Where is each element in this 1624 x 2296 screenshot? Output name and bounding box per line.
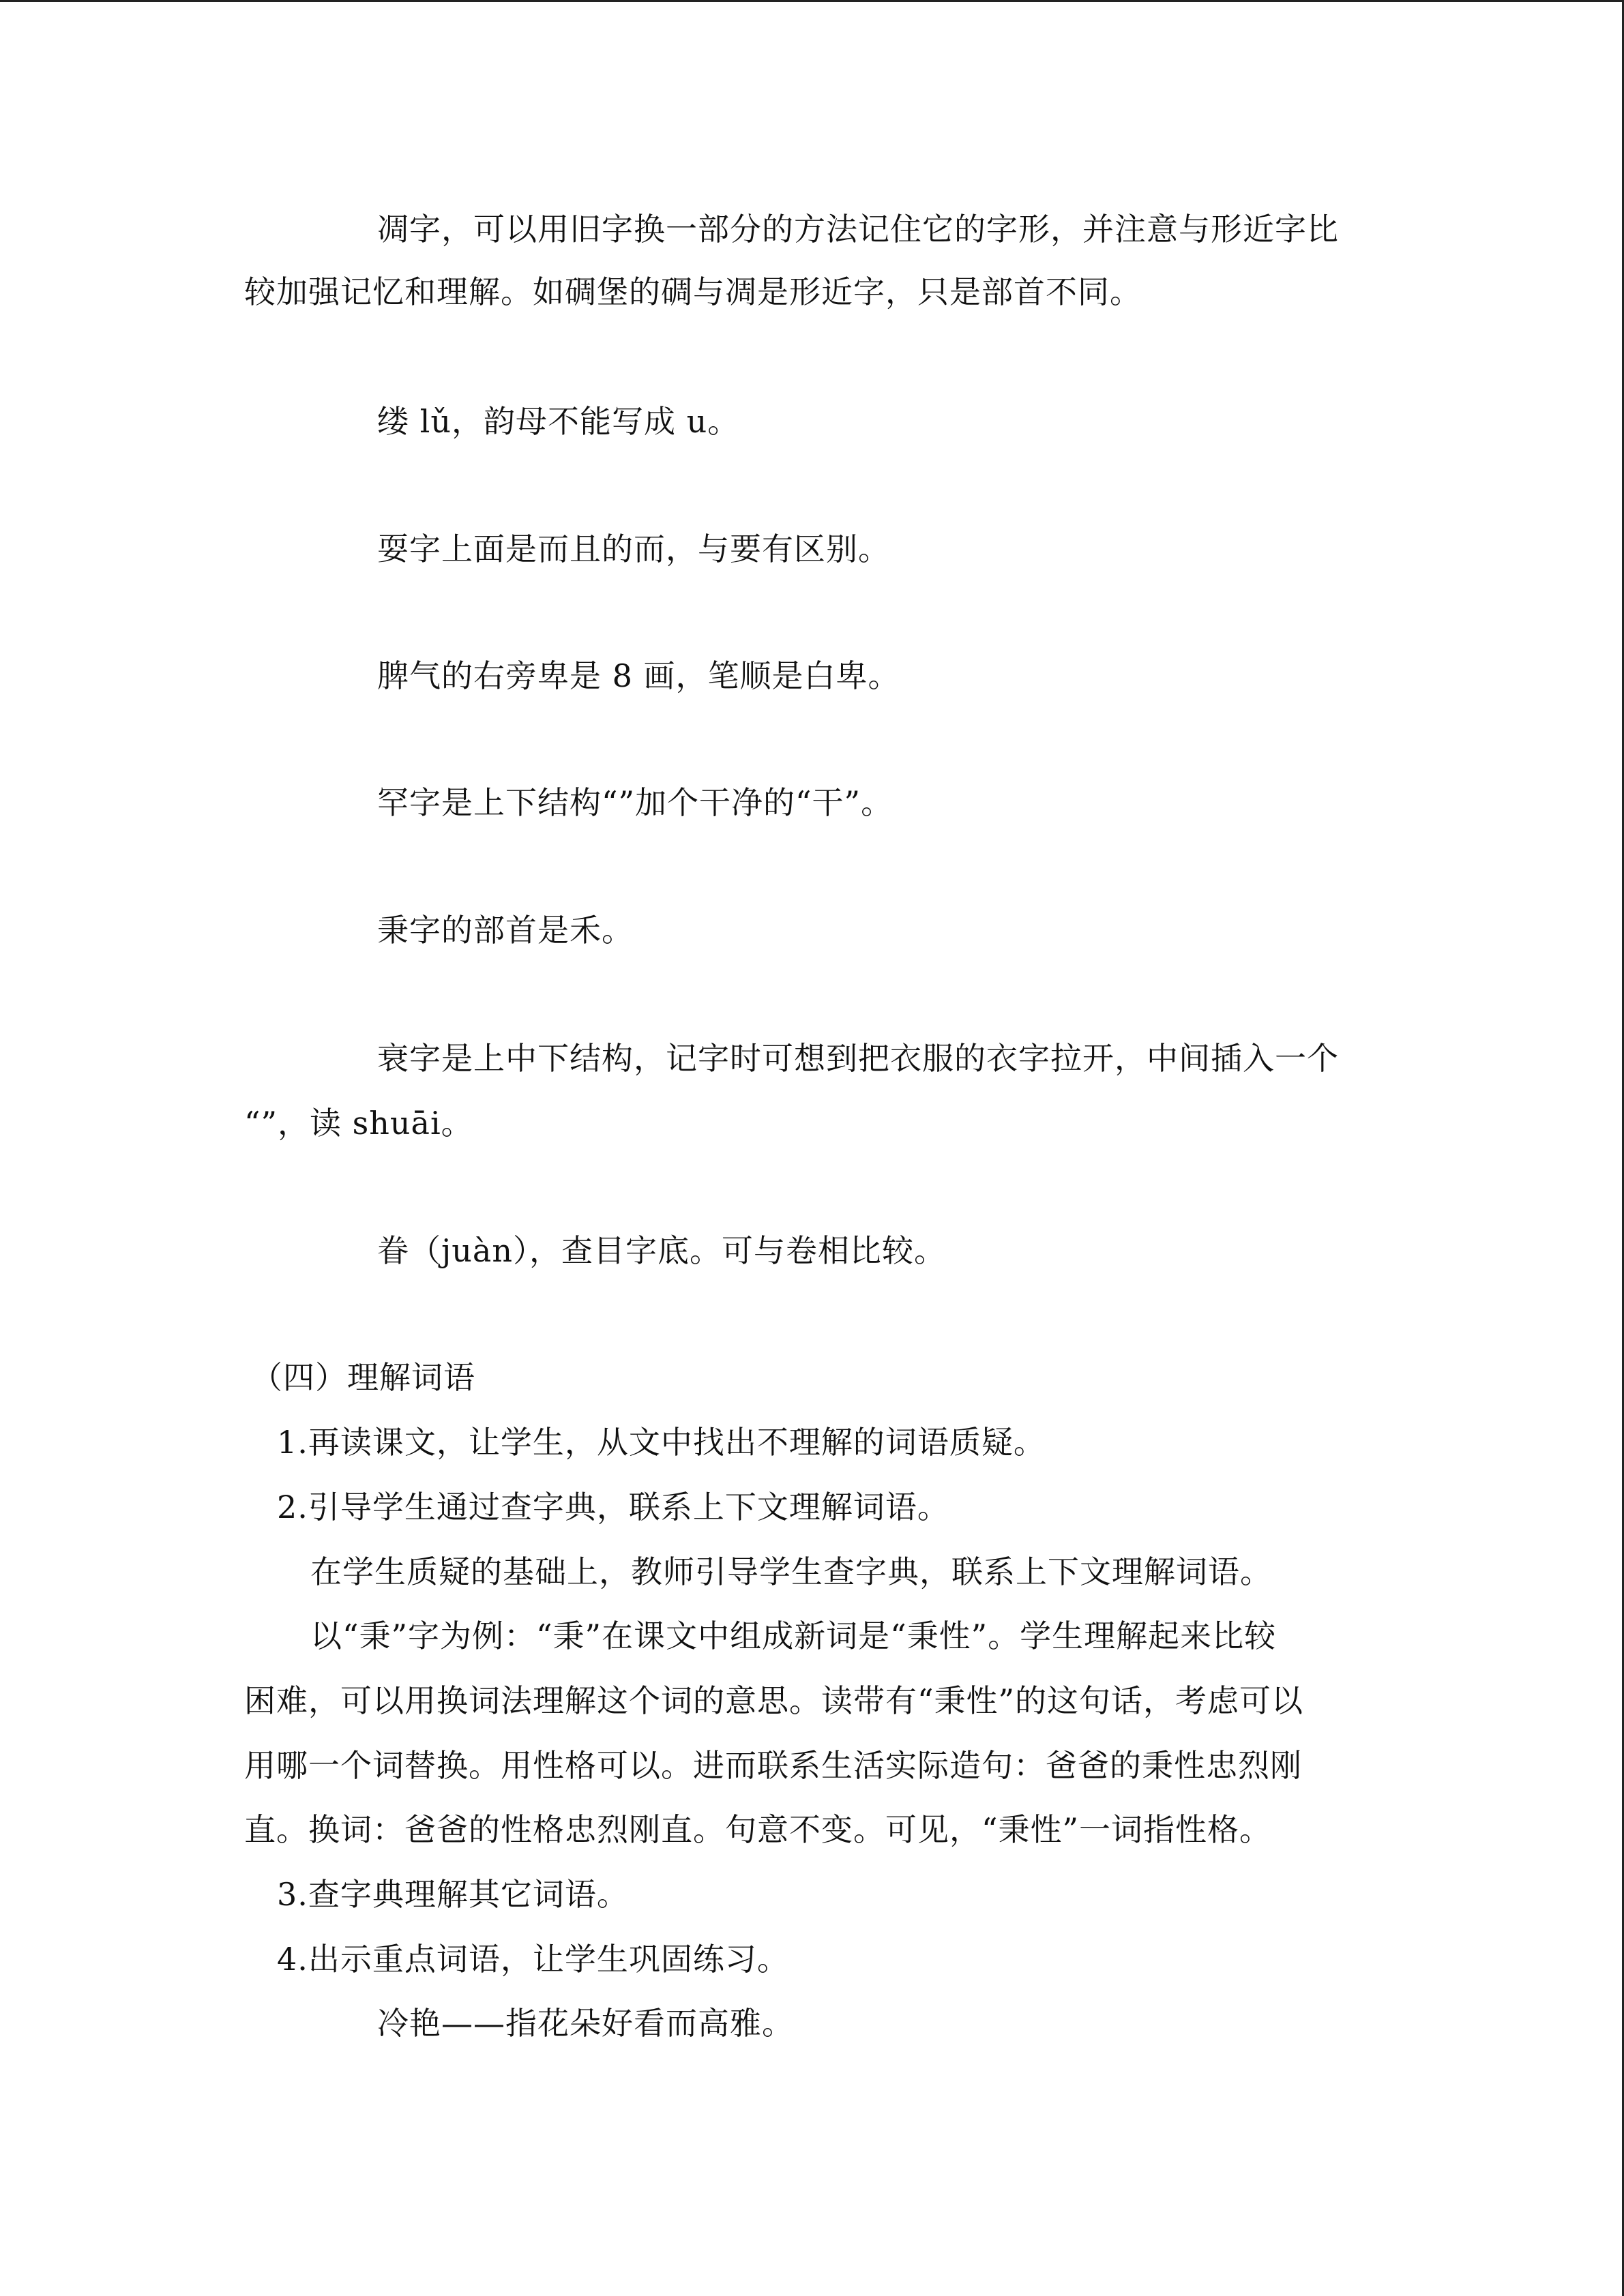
- list-item: 3.查字典理解其它词语。: [277, 1876, 629, 1913]
- section-heading: （四）理解词语: [251, 1359, 475, 1396]
- text-line: 缕 lǔ，韵母不能写成 u。: [377, 403, 740, 440]
- text-line: 耍字上面是而且的而，与要有区别。: [377, 531, 890, 567]
- text-line: 较加强记忆和理解。如碉堡的碉与凋是形近字，只是部首不同。: [244, 273, 1142, 310]
- text-line: 冷艳——指花朵好看而高雅。: [377, 2005, 794, 2042]
- list-item: 4.出示重点词语，让学生巩固练习。: [277, 1941, 789, 1978]
- text-line: 用哪一个词替换。用性格可以。进而联系生活实际造句：爸爸的秉性忠烈刚: [244, 1747, 1302, 1784]
- page-top-border: [0, 0, 1624, 2]
- text-line: 凋字，可以用旧字换一部分的方法记住它的字形，并注意与形近字比: [377, 211, 1339, 248]
- text-line: 罕字是上下结构“”加个干净的“干”。: [377, 784, 894, 821]
- text-line: “”，读 shuāi。: [244, 1105, 473, 1142]
- list-item: 1.再读课文，让学生，从文中找出不理解的词语质疑。: [277, 1424, 1046, 1461]
- text-line: 眷（juàn），查目字底。可与卷相比较。: [377, 1232, 946, 1269]
- text-line: 脾气的右旁卑是 8 画，笔顺是白卑。: [377, 657, 900, 694]
- text-line: 在学生质疑的基础上，教师引导学生查字典，联系上下文理解词语。: [310, 1553, 1272, 1590]
- text-line: 以“秉”字为例：“秉”在课文中组成新词是“秉性”。学生理解起来比较: [310, 1617, 1277, 1654]
- text-line: 秉字的部首是禾。: [377, 912, 634, 949]
- text-line: 衰字是上中下结构，记字时可想到把衣服的衣字拉开，中间插入一个: [377, 1040, 1339, 1077]
- text-line: 直。换词：爸爸的性格忠烈刚直。句意不变。可见，“秉性”一词指性格。: [244, 1811, 1272, 1848]
- text-line: 困难，可以用换词法理解这个词的意思。读带有“秉性”的这句话，考虑可以: [244, 1682, 1304, 1719]
- list-item: 2.引导学生通过查字典，联系上下文理解词语。: [277, 1489, 949, 1525]
